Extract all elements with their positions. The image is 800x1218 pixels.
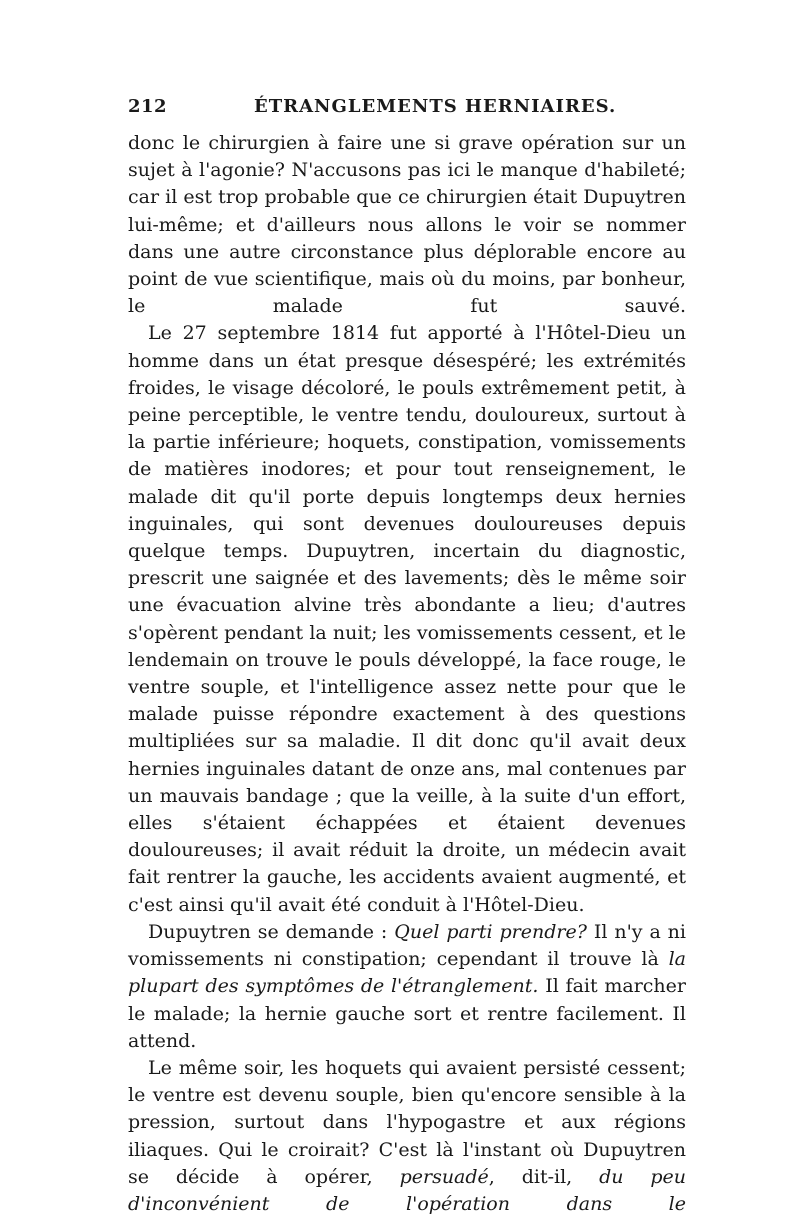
paragraph-3-italic-question: Quel parti prendre? bbox=[394, 920, 587, 943]
paragraph-4-italic-quote: du peu d'inconvénient de l'opération dans le bbox=[128, 1165, 686, 1215]
book-page bbox=[128, 96, 686, 1218]
paragraph-4-text-b: , dit-il, bbox=[488, 1165, 600, 1188]
paragraph-3-text-b: Il n'y a ni vomissements ni constipation; cependant il trouve là bbox=[128, 920, 686, 971]
body-text bbox=[128, 130, 686, 1218]
page-number: 212 bbox=[128, 96, 168, 117]
paragraph-3-italic-symptoms: la plupart des symptômes de l'étranglement. bbox=[128, 948, 686, 998]
page-header bbox=[128, 96, 686, 130]
paragraph-2: Le 27 septembre 1814 fut apporté à l'Hôtel-Dieu un homme dans un état presque désespéré; les extrémités froides, le visage décoloré, le pouls extrêmement petit, à peine perceptible, le ventre tendu, douloureux, surtout à la partie inférieure; hoquets, constipation, vomissements de matières inodores; et pour tout renseignement, le malade dit qu'il porte depuis longtemps deux hernies inguinales, qui sont devenues douloureuses depuis quelque temps. Dupuytren, incertain du diagnostic, prescrit une saignée et des lavements; dès le même soir une évacuation alvine très abondante a lieu; d'autres s'opèrent pendant la nuit; les vomissements cessent, et le lendemain on trouve le pouls développé, la face rouge, le ventre souple, et l'intelligence assez nette pour que le malade puisse répondre exactement à des questions multipliées sur sa maladie. Il dit donc qu'il avait deux hernies inguinales datant de onze ans, mal contenues par un mauvais bandage ; que la veille, à la suite d'un effort, elles s'étaient échappées et étaient devenues douloureuses; il avait réduit la droite, un médecin avait fait rentrer la gauche, les accidents avaient augmenté, et c'est ainsi qu'il avait été conduit à l'Hôtel-Dieu. bbox=[128, 322, 686, 916]
paragraph-4 bbox=[128, 1055, 686, 1218]
paragraph-3-text-c: Il fait marcher le malade; la hernie gauche sort et rentre facilement. Il attend. bbox=[128, 975, 686, 1052]
paragraph-1: donc le chirurgien à faire une si grave opération sur un sujet à l'agonie? N'accusons pas ici le manque d'habileté; car il est trop probable que ce chirurgien était Dupuytren lui-même; et d'ailleurs nous allons le voir se nommer dans une autre circonstance plus déplorable encore au point de vue scientifique, mais où du moins, par bonheur, le malade fut sauvé. bbox=[128, 132, 686, 318]
paragraph-3 bbox=[128, 919, 686, 1055]
paragraph-4-text-a: Le même soir, les hoquets qui avaient persisté cessent; le ventre est devenu souple, bien qu'encore sensible à la pression, surtout dans l'hypogastre et aux régions iliaques. Qui le croirait? C'est là l'instant où Dupuytren se décide à opérer, bbox=[128, 1056, 686, 1188]
running-title: ÉTRANGLEMENTS HERNIAIRES. bbox=[254, 96, 617, 117]
paragraph-4-italic-persuade: persuadé bbox=[399, 1165, 489, 1188]
paragraph-3-text-a: Dupuytren se demande : bbox=[148, 920, 395, 943]
